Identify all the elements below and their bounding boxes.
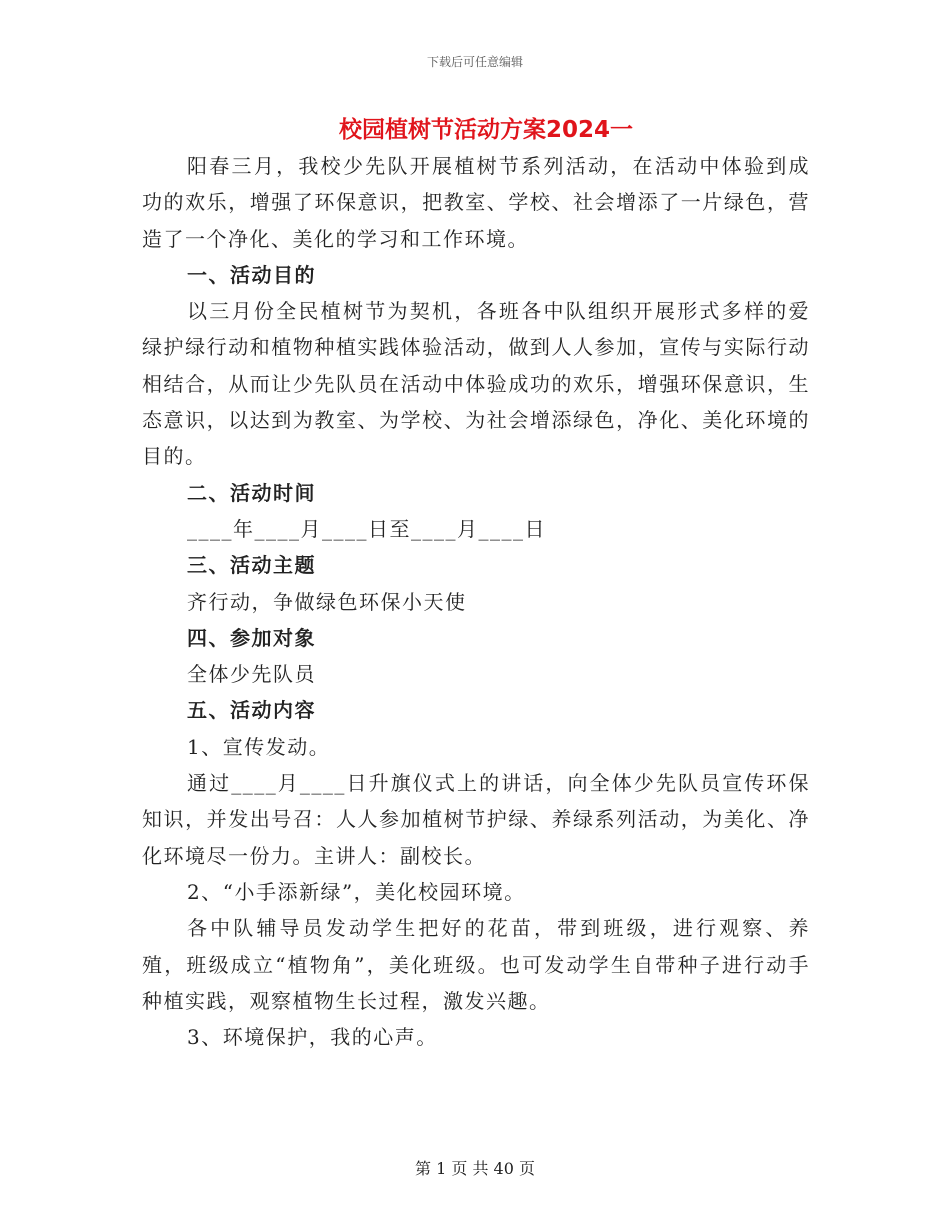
content-item-2-body: 各中队辅导员发动学生把好的花苗，带到班级，进行观察、养殖，班级成立“植物角”，美化班级。也可发动学生自带种子进行动手种植实践，观察植物生长过程，激发兴趣。 [142,916,810,1013]
section-body-time: ____年____月____日至____月____日 [187,516,546,541]
header-note: 下载后可任意编辑 [426,55,523,69]
content-item-1-body: 通过____月____日升旗仪式上的讲话，向全体少先队员宣传环保知识，并发出号召：人人参加植树节护绿、养绿系列活动，为美化、净化环境尽一份力。主讲人：副校长。 [142,771,810,868]
section-body-participants: 全体少先队员 [187,662,316,687]
section-heading-time: 二、活动时间 [187,480,316,505]
section-body-purpose: 以三月份全民植树节为契机，各班各中队组织开展形式多样的爱绿护绿行动和植物种植实践体验活动，做到人人参加，宣传与实际行动相结合，从而让少先队员在活动中体验成功的欢乐，增强环保意识，生态意识，以达到为教室、为学校、为社会增添绿色，净化、美化环境的目的。 [142,299,810,469]
document-body [142,112,810,1055]
content-item-2-heading: 2、“小手添新绿”，美化校园环境。 [187,879,526,904]
document-title: 校园植树节活动方案2024一 [338,117,633,143]
intro-paragraph: 阳春三月，我校少先队开展植树节系列活动，在活动中体验到成功的欢乐，增强了环保意识，把教室、学校、社会增添了一片绿色，营造了一个净化、美化的学习和工作环境。 [142,154,810,251]
section-heading-content: 五、活动内容 [187,698,316,723]
section-heading-participants: 四、参加对象 [187,625,316,650]
page-footer: 第 1 页 共 40 页 [415,1159,535,1178]
section-body-theme: 齐行动，争做绿色环保小天使 [187,589,467,614]
section-heading-purpose: 一、活动目的 [187,262,316,287]
section-heading-theme: 三、活动主题 [187,553,316,578]
content-item-3-heading: 3、环境保护，我的心声。 [187,1025,438,1050]
content-item-1-heading: 1、宣传发动。 [187,734,331,759]
